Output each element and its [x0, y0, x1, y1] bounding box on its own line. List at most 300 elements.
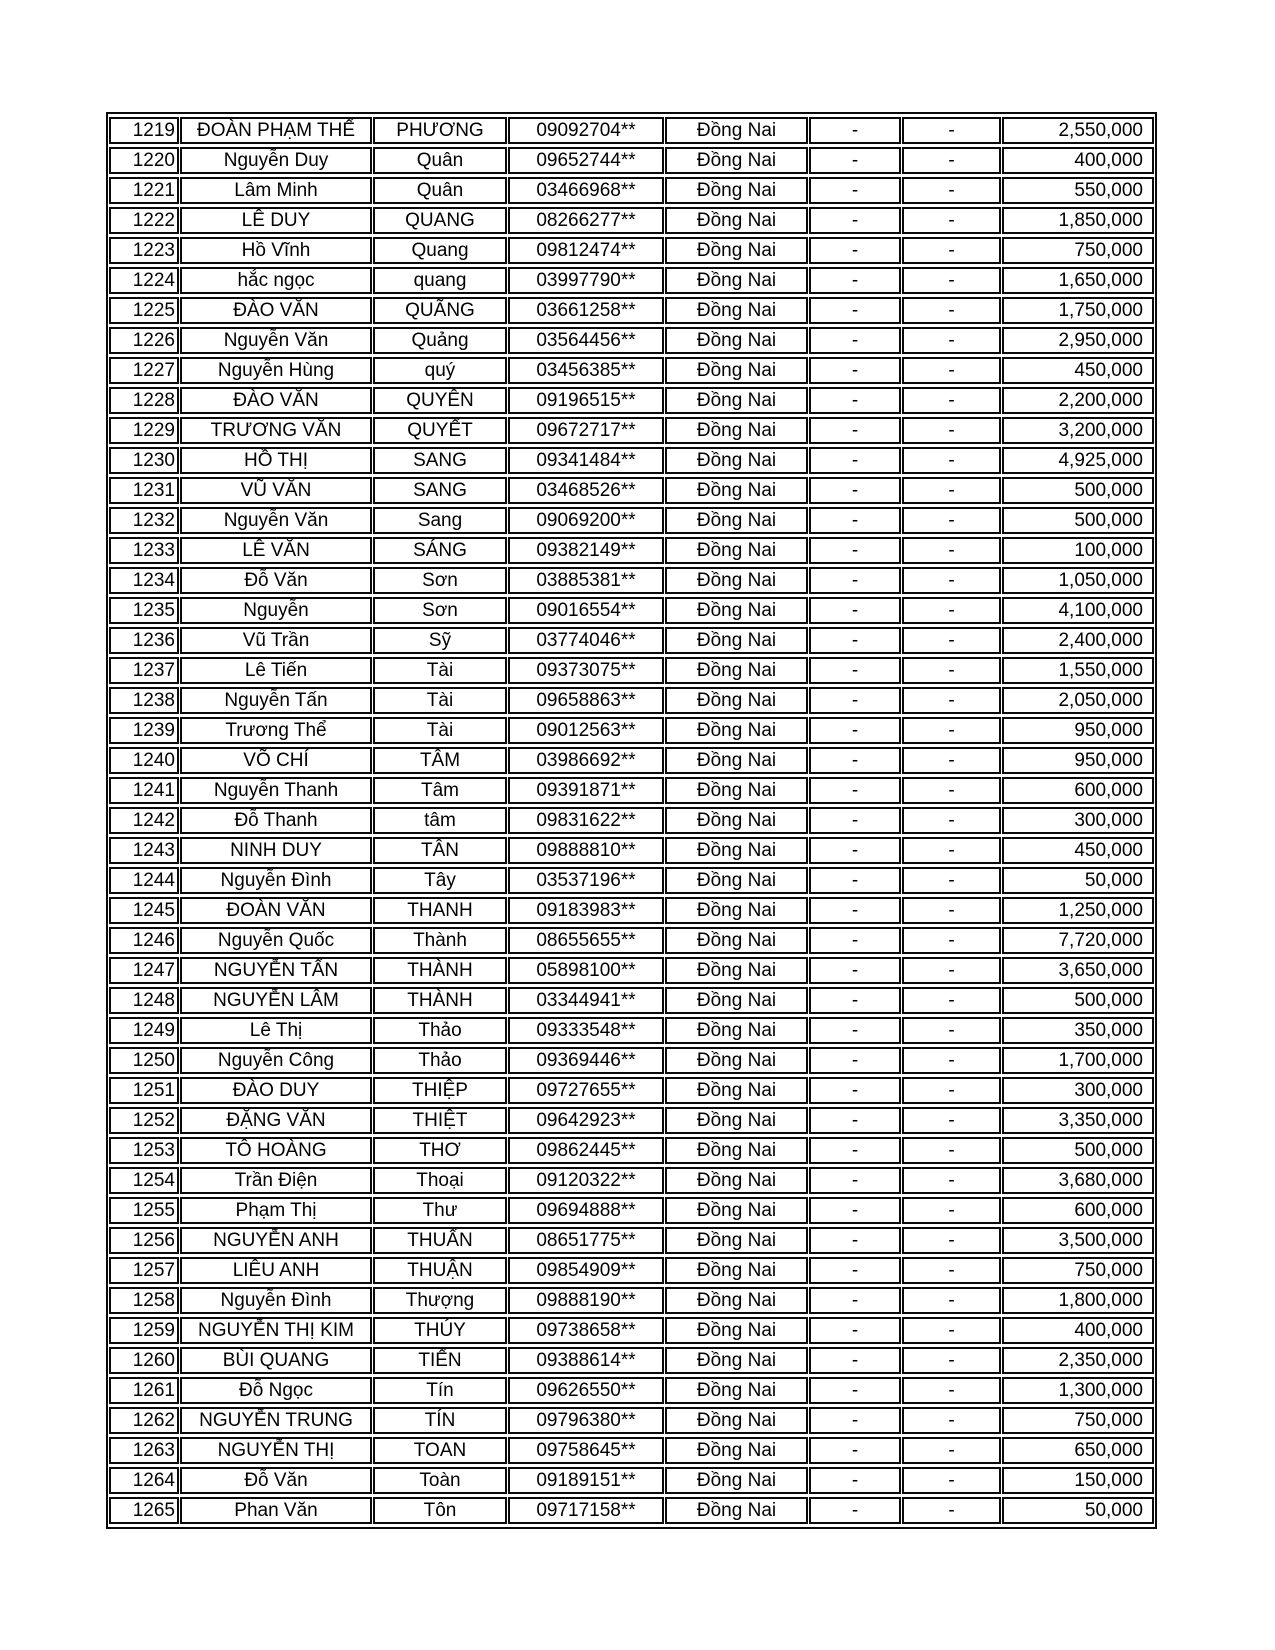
cell-phone: 03986692** — [508, 747, 664, 774]
cell-phone: 03344941** — [508, 987, 664, 1014]
cell-dash-2: - — [902, 477, 1001, 504]
cell-index: 1246 — [109, 927, 179, 954]
cell-first-name: PHƯƠNG — [373, 117, 507, 144]
cell-dash-1: - — [809, 297, 901, 324]
cell-first-name: quang — [373, 267, 507, 294]
cell-dash-2: - — [902, 1287, 1001, 1314]
table-row — [109, 1137, 1154, 1164]
cell-last-name: Phạm Thị — [180, 1197, 372, 1224]
table-row — [109, 657, 1154, 684]
cell-amount: 3,200,000 — [1002, 417, 1154, 444]
cell-last-name: ĐOÀN PHẠM THẾ — [180, 117, 372, 144]
cell-index: 1262 — [109, 1407, 179, 1434]
cell-first-name: Thoại — [373, 1167, 507, 1194]
cell-province: Đồng Nai — [665, 267, 808, 294]
cell-index: 1235 — [109, 597, 179, 624]
cell-last-name: VŨ VĂN — [180, 477, 372, 504]
cell-dash-2: - — [902, 1077, 1001, 1104]
cell-amount: 1,800,000 — [1002, 1287, 1154, 1314]
cell-index: 1252 — [109, 1107, 179, 1134]
cell-dash-2: - — [902, 327, 1001, 354]
cell-dash-2: - — [902, 897, 1001, 924]
table-row — [109, 1197, 1154, 1224]
cell-dash-1: - — [809, 927, 901, 954]
cell-last-name: ĐÀO VĂN — [180, 387, 372, 414]
cell-dash-2: - — [902, 1107, 1001, 1134]
cell-index: 1237 — [109, 657, 179, 684]
cell-first-name: SÁNG — [373, 537, 507, 564]
cell-amount: 3,500,000 — [1002, 1227, 1154, 1254]
cell-index: 1227 — [109, 357, 179, 384]
cell-dash-2: - — [902, 1017, 1001, 1044]
cell-dash-2: - — [902, 747, 1001, 774]
cell-amount: 4,100,000 — [1002, 597, 1154, 624]
cell-last-name: Nguyễn Công — [180, 1047, 372, 1074]
cell-amount: 1,850,000 — [1002, 207, 1154, 234]
table-row — [109, 267, 1154, 294]
cell-dash-1: - — [809, 177, 901, 204]
cell-dash-2: - — [902, 267, 1001, 294]
cell-province: Đồng Nai — [665, 1437, 808, 1464]
cell-last-name: NGUYỄN ANH — [180, 1227, 372, 1254]
cell-dash-2: - — [902, 1137, 1001, 1164]
cell-amount: 4,925,000 — [1002, 447, 1154, 474]
cell-amount: 300,000 — [1002, 807, 1154, 834]
cell-amount: 500,000 — [1002, 507, 1154, 534]
cell-phone: 09391871** — [508, 777, 664, 804]
cell-province: Đồng Nai — [665, 357, 808, 384]
cell-phone: 09092704** — [508, 117, 664, 144]
cell-last-name: Nguyễn Tấn — [180, 687, 372, 714]
cell-phone: 09831622** — [508, 807, 664, 834]
cell-province: Đồng Nai — [665, 927, 808, 954]
cell-index: 1221 — [109, 177, 179, 204]
cell-phone: 03466968** — [508, 177, 664, 204]
cell-amount: 150,000 — [1002, 1467, 1154, 1494]
cell-province: Đồng Nai — [665, 327, 808, 354]
cell-province: Đồng Nai — [665, 417, 808, 444]
cell-first-name: quý — [373, 357, 507, 384]
cell-first-name: THIỆP — [373, 1077, 507, 1104]
cell-index: 1256 — [109, 1227, 179, 1254]
cell-dash-2: - — [902, 1197, 1001, 1224]
cell-province: Đồng Nai — [665, 867, 808, 894]
cell-dash-2: - — [902, 717, 1001, 744]
table-row — [109, 627, 1154, 654]
table-row — [109, 897, 1154, 924]
cell-amount: 50,000 — [1002, 867, 1154, 894]
cell-phone: 09373075** — [508, 657, 664, 684]
cell-province: Đồng Nai — [665, 807, 808, 834]
cell-amount: 500,000 — [1002, 987, 1154, 1014]
cell-province: Đồng Nai — [665, 957, 808, 984]
cell-province: Đồng Nai — [665, 1377, 808, 1404]
cell-dash-2: - — [902, 177, 1001, 204]
table-row — [109, 1287, 1154, 1314]
cell-dash-2: - — [902, 507, 1001, 534]
cell-index: 1231 — [109, 477, 179, 504]
cell-index: 1239 — [109, 717, 179, 744]
cell-amount: 450,000 — [1002, 837, 1154, 864]
cell-first-name: QUÃNG — [373, 297, 507, 324]
cell-index: 1233 — [109, 537, 179, 564]
cell-index: 1264 — [109, 1467, 179, 1494]
cell-amount: 1,700,000 — [1002, 1047, 1154, 1074]
cell-index: 1258 — [109, 1287, 179, 1314]
cell-amount: 750,000 — [1002, 237, 1154, 264]
cell-amount: 650,000 — [1002, 1437, 1154, 1464]
cell-dash-2: - — [902, 447, 1001, 474]
cell-dash-1: - — [809, 687, 901, 714]
cell-dash-1: - — [809, 957, 901, 984]
cell-dash-1: - — [809, 1137, 901, 1164]
cell-dash-2: - — [902, 1167, 1001, 1194]
cell-province: Đồng Nai — [665, 1137, 808, 1164]
cell-dash-2: - — [902, 777, 1001, 804]
cell-phone: 08655655** — [508, 927, 664, 954]
cell-index: 1236 — [109, 627, 179, 654]
cell-dash-2: - — [902, 1347, 1001, 1374]
cell-phone: 09626550** — [508, 1377, 664, 1404]
cell-amount: 100,000 — [1002, 537, 1154, 564]
cell-index: 1223 — [109, 237, 179, 264]
table-row — [109, 927, 1154, 954]
cell-last-name: Nguyễn Hùng — [180, 357, 372, 384]
cell-last-name: Trương Thể — [180, 717, 372, 744]
table-row — [109, 1467, 1154, 1494]
cell-amount: 300,000 — [1002, 1077, 1154, 1104]
cell-dash-1: - — [809, 507, 901, 534]
cell-amount: 600,000 — [1002, 777, 1154, 804]
cell-dash-1: - — [809, 1107, 901, 1134]
table-row — [109, 597, 1154, 624]
cell-index: 1254 — [109, 1167, 179, 1194]
cell-dash-1: - — [809, 117, 901, 144]
cell-phone: 09694888** — [508, 1197, 664, 1224]
cell-phone: 09642923** — [508, 1107, 664, 1134]
cell-dash-1: - — [809, 1287, 901, 1314]
cell-index: 1245 — [109, 897, 179, 924]
cell-last-name: Nguyễn Văn — [180, 327, 372, 354]
cell-province: Đồng Nai — [665, 1197, 808, 1224]
cell-phone: 09369446** — [508, 1047, 664, 1074]
table-body — [109, 117, 1154, 1524]
cell-amount: 3,350,000 — [1002, 1107, 1154, 1134]
cell-index: 1234 — [109, 567, 179, 594]
cell-amount: 3,650,000 — [1002, 957, 1154, 984]
cell-last-name: Đỗ Văn — [180, 567, 372, 594]
cell-last-name: NGUYỄN THỊ — [180, 1437, 372, 1464]
cell-index: 1249 — [109, 1017, 179, 1044]
cell-phone: 09862445** — [508, 1137, 664, 1164]
table-row — [109, 867, 1154, 894]
cell-last-name: Đỗ Văn — [180, 1467, 372, 1494]
cell-last-name: ĐÀO VĂN — [180, 297, 372, 324]
cell-dash-1: - — [809, 1017, 901, 1044]
cell-index: 1260 — [109, 1347, 179, 1374]
cell-first-name: Thảo — [373, 1047, 507, 1074]
table-row — [109, 1317, 1154, 1344]
cell-first-name: THANH — [373, 897, 507, 924]
cell-phone: 03468526** — [508, 477, 664, 504]
cell-amount: 50,000 — [1002, 1497, 1154, 1524]
table-row — [109, 747, 1154, 774]
cell-first-name: THIỆT — [373, 1107, 507, 1134]
cell-first-name: THÀNH — [373, 957, 507, 984]
cell-amount: 750,000 — [1002, 1257, 1154, 1284]
cell-province: Đồng Nai — [665, 1227, 808, 1254]
cell-index: 1257 — [109, 1257, 179, 1284]
cell-dash-2: - — [902, 417, 1001, 444]
cell-dash-1: - — [809, 807, 901, 834]
table-row — [109, 447, 1154, 474]
cell-index: 1219 — [109, 117, 179, 144]
cell-phone: 09888190** — [508, 1287, 664, 1314]
cell-dash-2: - — [902, 567, 1001, 594]
cell-phone: 08651775** — [508, 1227, 664, 1254]
cell-first-name: Quân — [373, 177, 507, 204]
cell-last-name: Đỗ Thanh — [180, 807, 372, 834]
cell-phone: 05898100** — [508, 957, 664, 984]
cell-last-name: Nguyễn Thanh — [180, 777, 372, 804]
cell-amount: 450,000 — [1002, 357, 1154, 384]
cell-province: Đồng Nai — [665, 687, 808, 714]
cell-index: 1225 — [109, 297, 179, 324]
cell-dash-1: - — [809, 327, 901, 354]
cell-last-name: LÊ VĂN — [180, 537, 372, 564]
cell-province: Đồng Nai — [665, 507, 808, 534]
table-row — [109, 1497, 1154, 1524]
cell-province: Đồng Nai — [665, 447, 808, 474]
cell-dash-1: - — [809, 207, 901, 234]
cell-dash-2: - — [902, 387, 1001, 414]
cell-province: Đồng Nai — [665, 627, 808, 654]
cell-first-name: Sỹ — [373, 627, 507, 654]
cell-last-name: Nguyễn Duy — [180, 147, 372, 174]
cell-first-name: TOAN — [373, 1437, 507, 1464]
table-row — [109, 1347, 1154, 1374]
cell-amount: 350,000 — [1002, 1017, 1154, 1044]
cell-index: 1251 — [109, 1077, 179, 1104]
cell-phone: 03537196** — [508, 867, 664, 894]
cell-province: Đồng Nai — [665, 1167, 808, 1194]
cell-index: 1238 — [109, 687, 179, 714]
cell-dash-2: - — [902, 1257, 1001, 1284]
cell-amount: 2,050,000 — [1002, 687, 1154, 714]
cell-province: Đồng Nai — [665, 777, 808, 804]
cell-last-name: Phan Văn — [180, 1497, 372, 1524]
cell-dash-1: - — [809, 597, 901, 624]
cell-amount: 2,350,000 — [1002, 1347, 1154, 1374]
cell-phone: 09796380** — [508, 1407, 664, 1434]
table-row — [109, 1047, 1154, 1074]
cell-first-name: Thư — [373, 1197, 507, 1224]
cell-dash-1: - — [809, 1407, 901, 1434]
cell-dash-1: - — [809, 717, 901, 744]
cell-dash-2: - — [902, 657, 1001, 684]
cell-first-name: THƠ — [373, 1137, 507, 1164]
cell-amount: 400,000 — [1002, 1317, 1154, 1344]
table-row — [109, 147, 1154, 174]
cell-dash-1: - — [809, 237, 901, 264]
cell-dash-1: - — [809, 747, 901, 774]
cell-province: Đồng Nai — [665, 1017, 808, 1044]
table-row — [109, 387, 1154, 414]
cell-first-name: Tài — [373, 657, 507, 684]
cell-index: 1220 — [109, 147, 179, 174]
cell-index: 1232 — [109, 507, 179, 534]
cell-first-name: Toàn — [373, 1467, 507, 1494]
cell-phone: 09854909** — [508, 1257, 664, 1284]
table-row — [109, 1227, 1154, 1254]
cell-index: 1250 — [109, 1047, 179, 1074]
cell-last-name: NGUYỄN TẤN — [180, 957, 372, 984]
cell-dash-2: - — [902, 627, 1001, 654]
table-row — [109, 957, 1154, 984]
cell-last-name: hắc ngọc — [180, 267, 372, 294]
cell-first-name: Quang — [373, 237, 507, 264]
cell-dash-1: - — [809, 1317, 901, 1344]
cell-index: 1230 — [109, 447, 179, 474]
table-row — [109, 237, 1154, 264]
cell-dash-2: - — [902, 1467, 1001, 1494]
cell-dash-1: - — [809, 1167, 901, 1194]
cell-amount: 2,400,000 — [1002, 627, 1154, 654]
cell-amount: 2,950,000 — [1002, 327, 1154, 354]
cell-dash-1: - — [809, 147, 901, 174]
cell-amount: 1,550,000 — [1002, 657, 1154, 684]
cell-dash-2: - — [902, 1437, 1001, 1464]
cell-province: Đồng Nai — [665, 897, 808, 924]
cell-last-name: ĐẶNG VĂN — [180, 1107, 372, 1134]
cell-first-name: TÂN — [373, 837, 507, 864]
cell-phone: 09012563** — [508, 717, 664, 744]
cell-first-name: Quảng — [373, 327, 507, 354]
cell-province: Đồng Nai — [665, 717, 808, 744]
cell-index: 1263 — [109, 1437, 179, 1464]
cell-last-name: ĐÀO DUY — [180, 1077, 372, 1104]
cell-first-name: THÚY — [373, 1317, 507, 1344]
cell-first-name: tâm — [373, 807, 507, 834]
cell-index: 1229 — [109, 417, 179, 444]
cell-phone: 03774046** — [508, 627, 664, 654]
cell-first-name: SANG — [373, 477, 507, 504]
cell-phone: 03564456** — [508, 327, 664, 354]
cell-dash-2: - — [902, 1407, 1001, 1434]
table-row — [109, 477, 1154, 504]
cell-index: 1255 — [109, 1197, 179, 1224]
cell-dash-1: - — [809, 1377, 901, 1404]
cell-first-name: Thượng — [373, 1287, 507, 1314]
cell-amount: 7,720,000 — [1002, 927, 1154, 954]
cell-dash-2: - — [902, 957, 1001, 984]
cell-phone: 03997790** — [508, 267, 664, 294]
cell-first-name: Tài — [373, 687, 507, 714]
table-row — [109, 1257, 1154, 1284]
cell-amount: 950,000 — [1002, 747, 1154, 774]
cell-dash-1: - — [809, 1077, 901, 1104]
cell-dash-1: - — [809, 1197, 901, 1224]
cell-dash-1: - — [809, 867, 901, 894]
cell-index: 1224 — [109, 267, 179, 294]
cell-amount: 1,650,000 — [1002, 267, 1154, 294]
table-row — [109, 357, 1154, 384]
cell-phone: 09812474** — [508, 237, 664, 264]
cell-phone: 08266277** — [508, 207, 664, 234]
cell-index: 1222 — [109, 207, 179, 234]
cell-dash-1: - — [809, 417, 901, 444]
cell-index: 1247 — [109, 957, 179, 984]
cell-dash-2: - — [902, 117, 1001, 144]
cell-first-name: Sơn — [373, 597, 507, 624]
cell-dash-1: - — [809, 1467, 901, 1494]
cell-province: Đồng Nai — [665, 747, 808, 774]
cell-dash-1: - — [809, 1347, 901, 1374]
table-row — [109, 1437, 1154, 1464]
cell-dash-1: - — [809, 657, 901, 684]
cell-index: 1248 — [109, 987, 179, 1014]
cell-dash-2: - — [902, 837, 1001, 864]
cell-dash-1: - — [809, 987, 901, 1014]
cell-province: Đồng Nai — [665, 657, 808, 684]
cell-dash-2: - — [902, 1377, 1001, 1404]
cell-last-name: Nguyễn Văn — [180, 507, 372, 534]
cell-dash-2: - — [902, 297, 1001, 324]
table-row — [109, 1077, 1154, 1104]
cell-province: Đồng Nai — [665, 237, 808, 264]
cell-dash-2: - — [902, 1227, 1001, 1254]
cell-province: Đồng Nai — [665, 1347, 808, 1374]
table-row — [109, 297, 1154, 324]
cell-dash-2: - — [902, 987, 1001, 1014]
cell-phone: 09388614** — [508, 1347, 664, 1374]
cell-last-name: Vũ Trần — [180, 627, 372, 654]
table-row — [109, 777, 1154, 804]
cell-index: 1265 — [109, 1497, 179, 1524]
cell-phone: 09189151** — [508, 1467, 664, 1494]
cell-dash-1: - — [809, 267, 901, 294]
cell-first-name: QUYÊN — [373, 387, 507, 414]
cell-dash-1: - — [809, 627, 901, 654]
cell-last-name: Đỗ Ngọc — [180, 1377, 372, 1404]
table-row — [109, 837, 1154, 864]
cell-phone: 09016554** — [508, 597, 664, 624]
cell-amount: 950,000 — [1002, 717, 1154, 744]
cell-phone: 09333548** — [508, 1017, 664, 1044]
cell-last-name: LÊ DUY — [180, 207, 372, 234]
cell-phone: 09120322** — [508, 1167, 664, 1194]
cell-amount: 2,550,000 — [1002, 117, 1154, 144]
cell-phone: 09658863** — [508, 687, 664, 714]
cell-amount: 3,680,000 — [1002, 1167, 1154, 1194]
cell-index: 1241 — [109, 777, 179, 804]
cell-first-name: Thảo — [373, 1017, 507, 1044]
cell-first-name: TIẾN — [373, 1347, 507, 1374]
cell-province: Đồng Nai — [665, 207, 808, 234]
cell-phone: 09341484** — [508, 447, 664, 474]
table-row — [109, 117, 1154, 144]
cell-first-name: Sơn — [373, 567, 507, 594]
cell-province: Đồng Nai — [665, 1047, 808, 1074]
cell-first-name: Tín — [373, 1377, 507, 1404]
table-row — [109, 807, 1154, 834]
cell-province: Đồng Nai — [665, 1107, 808, 1134]
cell-last-name: Nguyễn Đình — [180, 1287, 372, 1314]
cell-dash-1: - — [809, 357, 901, 384]
cell-province: Đồng Nai — [665, 1407, 808, 1434]
recipient-list-table — [106, 112, 1157, 1529]
cell-dash-1: - — [809, 1227, 901, 1254]
